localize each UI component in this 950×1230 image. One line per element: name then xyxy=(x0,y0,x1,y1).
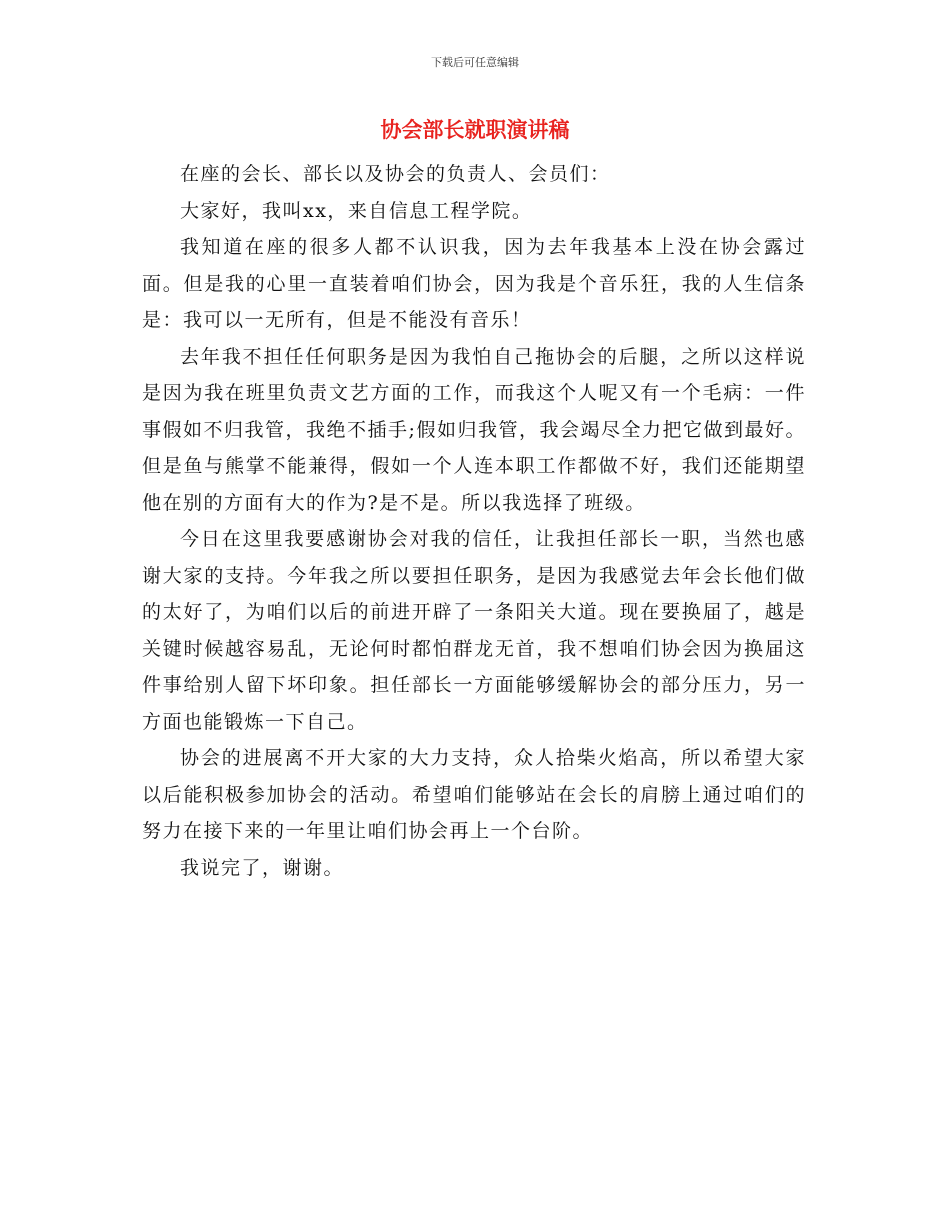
paragraph-thanks: 今日在这里我要感谢协会对我的信任，让我担任部长一职，当然也感谢大家的支持。今年我之所以要担任职务，是因为我感觉去年会长他们做的太好了，为咱们以后的前进开辟了一条阳关大道。现在要换届了，越是关键时候越容易乱，无论何时都怕群龙无首，我不想咱们协会因为换届这件事给别人留下坏印象。担任部长一方面能够缓解协会的部分压力，另一方面也能锻炼一下自己。 xyxy=(142,528,806,733)
paragraph-introduction: 大家好，我叫xx，来自信息工程学院。 xyxy=(180,199,533,222)
paragraph-greeting: 在座的会长、部长以及协会的负责人、会员们： xyxy=(180,163,611,185)
paragraph-last-year: 去年我不担任任何职务是因为我怕自己拖协会的后腿，之所以这样说是因为我在班里负责文艺方面的工作，而我这个人呢又有一个毛病：一件事假如不归我管，我绝不插手;假如归我管，我会竭尽全力把它做到最好。但是鱼与熊掌不能兼得，假如一个人连本职工作都做不好，我们还能期望他在别的方面有大的作为?是不是。所以我选择了班级。 xyxy=(142,345,806,514)
paragraph-hope: 协会的进展离不开大家的大力支持，众人拾柴火焰高，所以希望大家以后能积极参加协会的活动。希望咱们能够站在会长的肩膀上通过咱们的努力在接下来的一年里让咱们协会再上一个台阶。 xyxy=(142,747,806,842)
header-note: 下载后可任意编辑 xyxy=(431,56,519,69)
paragraph-background: 我知道在座的很多人都不认识我，因为去年我基本上没在协会露过面。但是我的心里一直装着咱们协会，因为我是个音乐狂，我的人生信条是：我可以一无所有，但是不能没有音乐！ xyxy=(142,236,806,331)
document-body xyxy=(142,156,806,886)
document-title: 协会部长就职演讲稿 xyxy=(380,118,570,142)
paragraph-closing: 我说完了，谢谢。 xyxy=(180,856,345,879)
